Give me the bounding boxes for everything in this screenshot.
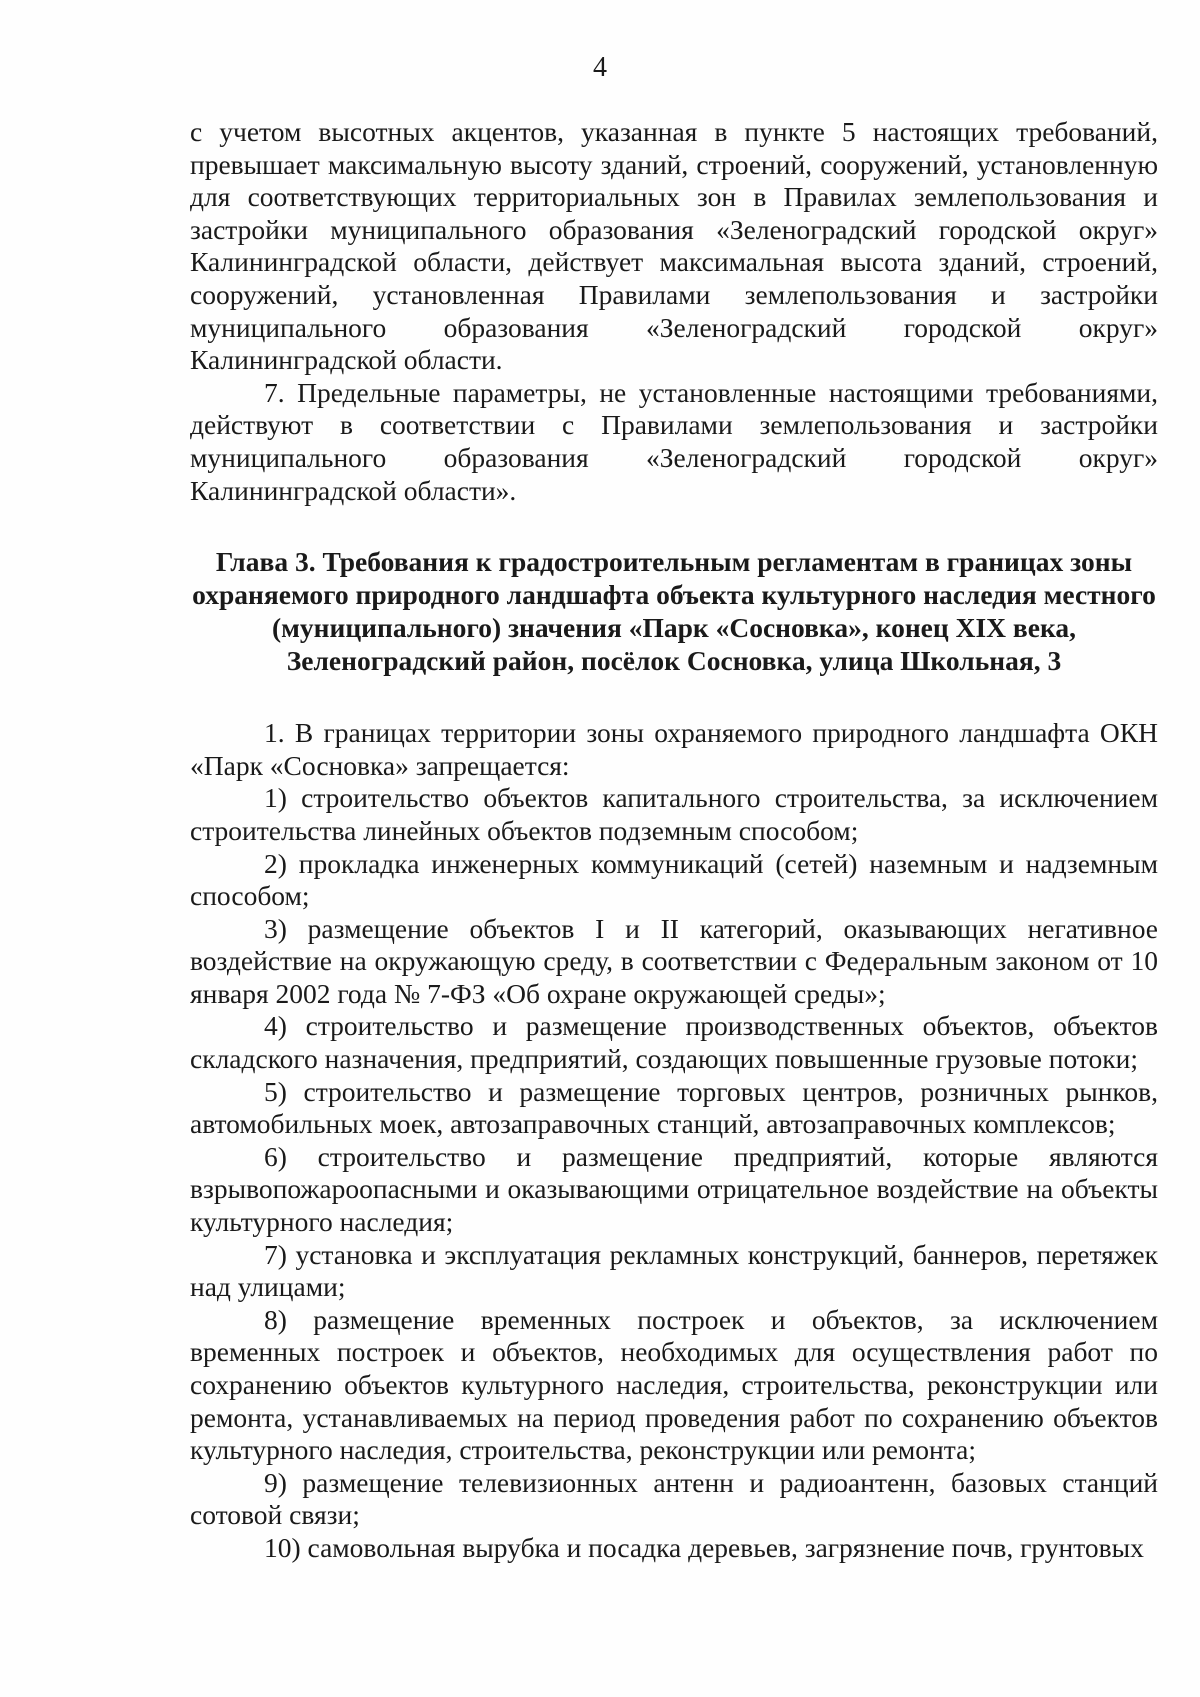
list-item: 9) размещение телевизионных антенн и радиоантенн, базовых станций сотовой связи; [190,1466,1158,1531]
list-item: 2) прокладка инженерных коммуникаций (сетей) наземным и надземным способом; [190,847,1158,912]
list-item: 3) размещение объектов I и II категорий, оказывающих негативное воздействие на окружающую среду, в соответствии с Федеральным законом от 10 января 2002 года № 7-ФЗ «Об охране окружающей среды»; [190,912,1158,1009]
list-item: 4) строительство и размещение производственных объектов, объектов складского назначения, предприятий, создающих повышенные грузовые потоки; [190,1010,1158,1075]
document-body [190,116,1158,1565]
list-item: 7) установка и эксплуатация рекламных конструкций, баннеров, перетяжек над улицами; [190,1238,1158,1303]
list-item: 6) строительство и размещение предприятий, которые являются взрывопожароопасными и оказывающими отрицательное воздействие на объекты культурного наследия; [190,1140,1158,1238]
chapter-heading: Глава 3. Требования к градостроительным регламентам в границах зоны охраняемого природного ландшафта объекта культурного наследия местного (муниципального) значения «Парк «Сосновка», конец XIX века, Зеленоградский район, посёлок Сосновка, улица Школьная, 3 [192,546,1156,677]
paragraph-intro: 1. В границах территории зоны охраняемого природного ландшафта ОКН «Парк «Сосновка» запрещается: [190,717,1158,781]
list-item: 5) строительство и размещение торговых центров, розничных рынков, автомобильных моек, автозаправочных станций, автозаправочных комплексов; [190,1075,1158,1140]
list-item: 1) строительство объектов капитального строительства, за исключением строительства линейных объектов подземным способом; [190,782,1158,846]
list-item: 8) размещение временных построек и объектов, за исключением временных построек и объектов, необходимых для осуществления работ по сохранению объектов культурного наследия, строительства, реконструкции или ремонта, устанавливаемых на период проведения работ по сохранению объектов культурного наследия, строительства, реконструкции или ремонта; [190,1303,1158,1466]
page-number: 4 [593,52,607,83]
list-item: 10) самовольная вырубка и посадка деревьев, загрязнение почв, грунтовых [264,1531,1144,1563]
paragraph-continuation: с учетом высотных акцентов, указанная в пункте 5 настоящих требований, превышает максимальную высоту зданий, строений, сооружений, установленную для соответствующих территориальных зон в Правилах землепользования и застройки муниципального образования «Зеленоградский городской округ» Калининградской области, действует максимальная высота зданий, строений, сооружений, установленная Правилами землепользования и застройки муниципального образования «Зеленоградский городской округ» Калининградской области. [190,116,1158,376]
paragraph-item-7: 7. Предельные параметры, не установленные настоящими требованиями, действуют в соответствии с Правилами землепользования и застройки муниципального образования «Зеленоградский городской округ» Калининградской области». [190,376,1158,506]
